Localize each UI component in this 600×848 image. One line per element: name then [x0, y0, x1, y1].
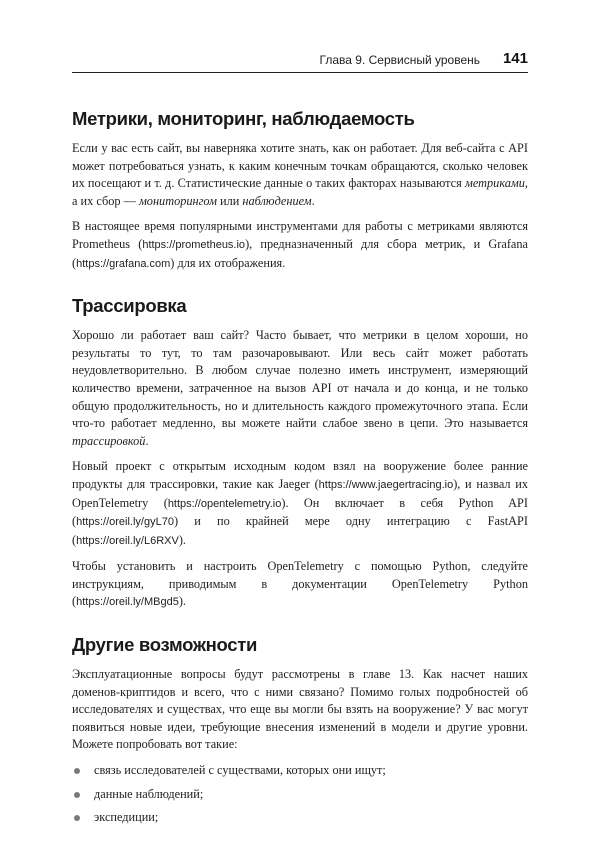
- url-opentelemetry[interactable]: https://opentelemetry.io: [167, 497, 282, 510]
- tracing-paragraph-1: Хорошо ли работает ваш сайт? Часто бывает, что метрики в целом хороши, но результаты то тут, то там разочаровывают. Или весь сайт может работать неудовлетворительно. В любом случае полезно иметь инструмент, измеряющий количество времени, затраченное на вызов API от начала и до конца, и не только общую продолжительность, но и длительность каждого промежуточного этапа. Если что-то работает медленно, вы можете найти слабое звено в цепи. Это называется трассировкой.: [72, 328, 528, 448]
- url-prometheus[interactable]: https://prometheus.io: [142, 238, 246, 251]
- bullet-icon: [74, 815, 80, 821]
- section-other: [72, 634, 528, 827]
- tracing-paragraph-3: Чтобы установить и настроить OpenTelemetry с помощью Python, следуйте инструкциям, приводимым в документации OpenTelemetry Python (https://oreil.ly/MBgd5).: [72, 559, 528, 609]
- list-item: экспедиции;: [72, 809, 528, 827]
- list-item: связь исследователей с существами, которых они ищут;: [72, 762, 528, 780]
- metrics-paragraph-2: В настоящее время популярными инструментами для работы с метриками являются Prometheus (https://prometheus.io), предназначенный для сбора метрик, и Grafana (https://grafana.com) для их отображения.: [72, 219, 528, 270]
- metrics-paragraph-1: Если у вас есть сайт, вы наверняка хотите знать, как он работает. Для веб-сайта с API может потребоваться узнать, к каким конечным точкам обращаются, сколько человек их посещают и т. д. Статистические данные о таких факторах называются метриками, а их сбор — мониторингом или наблюдением.: [72, 141, 528, 208]
- url-grafana[interactable]: https://grafana.com: [76, 257, 171, 270]
- section-heading-metrics: Метрики, мониторинг, наблюдаемость: [72, 108, 415, 129]
- other-paragraph-1: Эксплуатационные вопросы будут рассмотрены в главе 13. Как насчет наших доменов-криптидов и всего, что с ними связано? Помимо голых подробностей об исследователях и существах, что еще вы могли бы взять на вооружение? У вас могут появиться новые идеи, требующие внесения изменений в модели и другие уровни. Можете попробовать вот такие:: [72, 667, 528, 752]
- bullet-icon: [74, 768, 80, 774]
- bullet-icon: [74, 792, 80, 798]
- url-fastapi[interactable]: https://oreil.ly/L6RXV: [76, 534, 179, 547]
- term-metrics: метриками: [465, 176, 525, 191]
- section-metrics: [72, 108, 528, 273]
- section-heading-tracing: Трассировка: [72, 295, 187, 317]
- url-python-api[interactable]: https://oreil.ly/gyL70: [76, 516, 174, 529]
- bullet-list: [72, 762, 528, 827]
- section-tracing: [72, 295, 528, 612]
- running-header: [72, 50, 528, 73]
- chapter-title: Глава 9. Сервисный уровень: [319, 53, 480, 67]
- page-number: 141: [502, 50, 528, 67]
- url-jaeger[interactable]: https://www.jaegertracing.io: [318, 478, 454, 491]
- page-content: [72, 108, 528, 833]
- term-monitoring: мониторингом: [138, 193, 217, 208]
- section-heading-other: Другие возможности: [72, 634, 258, 656]
- term-observation: наблюдением: [242, 193, 312, 208]
- url-opentelemetry-python-docs[interactable]: https://oreil.ly/MBgd5: [76, 596, 179, 609]
- term-tracing: трассировкой: [72, 433, 146, 448]
- tracing-paragraph-2: Новый проект с открытым исходным кодом взял на вооружение более ранние продукты для трассировки, такие как Jaeger (https://www.jaegertracing.io), и назвал их OpenTelemetry (https://opentelemetry.io). Он включает в себя Python API (https://oreil.ly/gyL70) и по крайней мере одну интеграцию с FastAPI (https://oreil.ly/L6RXV).: [72, 459, 528, 547]
- list-item: данные наблюдений;: [72, 786, 528, 804]
